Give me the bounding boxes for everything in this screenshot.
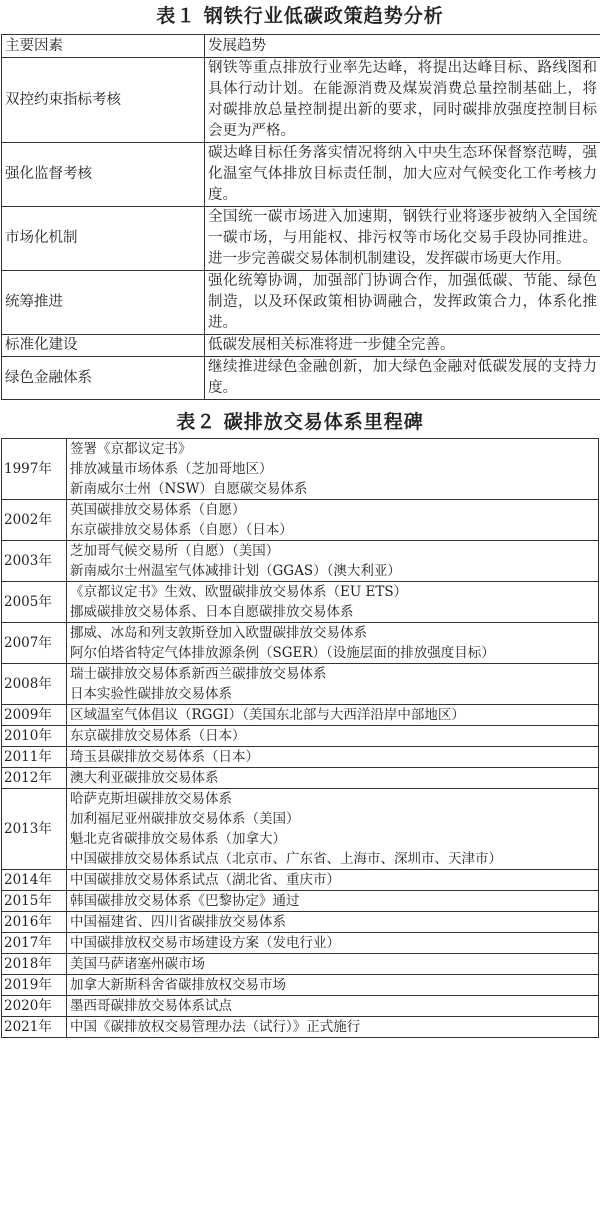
year-cell: 2017年	[2, 933, 67, 954]
event-line: 挪威、冰岛和列支敦斯登加入欧盟碳排放交易体系	[70, 625, 367, 641]
event-line: 加利福尼亚州碳排放交易体系（美国）	[70, 811, 300, 827]
year-cell: 2015年	[2, 891, 67, 912]
event-line: 区域温室气体倡议（RGGI）（美国东北部与大西洋沿岸中部地区）	[70, 707, 465, 723]
table1-title: 表１ 钢铁行业低碳政策趋势分析	[156, 5, 444, 27]
event-line: 英国碳排放交易体系（自愿）	[70, 502, 246, 518]
trend-cell: 低碳发展相关标准将进一步健全完善。	[205, 335, 600, 357]
year-cell: 1997年	[2, 439, 67, 500]
event-line: 新南威尔士州（NSW）自愿碳交易体系	[70, 481, 308, 497]
table-row	[2, 335, 600, 357]
year-cell: 2016年	[2, 912, 67, 933]
year-cell: 2014年	[2, 870, 67, 891]
events-cell	[67, 582, 599, 623]
event-line: 中国福建省、四川省碳排放交易体系	[70, 914, 286, 930]
event-line: 新南威尔士州温室气体减排计划（GGAS）（澳大利亚）	[70, 563, 401, 579]
events-cell	[67, 541, 599, 582]
year-cell: 2007年	[2, 623, 67, 664]
factor-cell: 统筹推进	[2, 271, 205, 335]
events-cell	[67, 912, 599, 933]
year-cell: 2002年	[2, 500, 67, 541]
events-cell	[67, 954, 599, 975]
policy-trend-table	[1, 34, 600, 400]
table-row	[2, 541, 599, 582]
table1-header-row	[2, 35, 600, 58]
events-cell	[67, 891, 599, 912]
event-line: 签署《京都议定书》	[70, 441, 192, 457]
year-cell: 2021年	[2, 1017, 67, 1038]
events-cell	[67, 747, 599, 768]
event-line: 澳大利亚碳排放交易体系	[70, 770, 219, 786]
table-row	[2, 933, 599, 954]
event-line: 加拿大新斯科舍省碳排放权交易市场	[70, 977, 286, 993]
event-line: 魁北克省碳排放交易体系（加拿大）	[70, 831, 286, 847]
year-cell: 2010年	[2, 726, 67, 747]
table-row	[2, 582, 599, 623]
table-row	[2, 143, 600, 207]
table-row	[2, 623, 599, 664]
events-cell	[67, 726, 599, 747]
table-row	[2, 58, 600, 143]
year-cell: 2019年	[2, 975, 67, 996]
table-row	[2, 705, 599, 726]
event-line: 中国碳排放交易体系试点（湖北省、重庆市）	[70, 872, 340, 888]
year-cell: 2013年	[2, 789, 67, 870]
table-row	[2, 789, 599, 870]
event-line: 中国碳排放交易体系试点（北京市、广东省、上海市、深圳市、天津市）	[70, 851, 502, 867]
event-line: 东京碳排放交易体系（自愿）（日本）	[70, 522, 293, 538]
events-cell	[67, 789, 599, 870]
table-row	[2, 500, 599, 541]
table-row	[2, 768, 599, 789]
event-line: 东京碳排放交易体系（日本）	[70, 728, 246, 744]
factor-cell: 标准化建设	[2, 335, 205, 357]
events-cell	[67, 975, 599, 996]
header-factor: 主要因素	[2, 35, 205, 58]
events-cell	[67, 1017, 599, 1038]
table1-body	[2, 58, 600, 400]
table-row	[2, 996, 599, 1017]
table2-body	[2, 439, 599, 1038]
header-trend: 发展趋势	[205, 35, 600, 58]
year-cell: 2018年	[2, 954, 67, 975]
year-cell: 2012年	[2, 768, 67, 789]
event-line: 日本实验性碳排放交易体系	[70, 686, 232, 702]
table-row	[2, 912, 599, 933]
event-line: 排放减量市场体系（芝加哥地区）	[70, 461, 273, 477]
event-line: 阿尔伯塔省特定气体排放源条例（SGER）（设施层面的排放强度目标）	[70, 645, 495, 661]
event-line: 哈萨克斯坦碳排放交易体系	[70, 791, 232, 807]
events-cell	[67, 439, 599, 500]
event-line: 瑞士碳排放交易体系新西兰碳排放交易体系	[70, 666, 327, 682]
events-cell	[67, 996, 599, 1017]
events-cell	[67, 768, 599, 789]
trend-cell: 钢铁等重点排放行业率先达峰，将提出达峰目标、路线图和具体行动计划。在能源消费及煤炭消费总量控制基础上，将对碳排放总量控制提出新的要求，同时碳排放强度控制目标会更为严格。	[205, 58, 600, 143]
year-cell: 2008年	[2, 664, 67, 705]
event-line: 韩国碳排放交易体系《巴黎协定》通过	[70, 893, 300, 909]
event-line: 《京都议定书》生效、欧盟碳排放交易体系（EU ETS）	[70, 584, 408, 600]
trend-cell: 碳达峰目标任务落实情况将纳入中央生态环保督察范畴，强化温室气体排放目标责任制，加大应对气候变化工作考核力度。	[205, 143, 600, 207]
table-row	[2, 726, 599, 747]
events-cell	[67, 933, 599, 954]
factor-cell: 强化监督考核	[2, 143, 205, 207]
table-row	[2, 747, 599, 768]
table-row	[2, 891, 599, 912]
events-cell	[67, 705, 599, 726]
table-row	[2, 439, 599, 500]
events-cell	[67, 623, 599, 664]
milestone-table	[1, 438, 599, 1038]
event-line: 芝加哥气候交易所（自愿）（美国）	[70, 543, 280, 559]
event-line: 美国马萨诸塞州碳市场	[70, 956, 205, 972]
trend-cell: 继续推进绿色金融创新，加大绿色金融对低碳发展的支持力度。	[205, 357, 600, 400]
trend-cell: 全国统一碳市场进入加速期，钢铁行业将逐步被纳入全国统一碳市场，与用能权、排污权等市场化交易手段协同推进。进一步完善碳交易体制机制建设，发挥碳市场更大作用。	[205, 207, 600, 271]
year-cell: 2020年	[2, 996, 67, 1017]
table-row	[2, 357, 600, 400]
events-cell	[67, 664, 599, 705]
year-cell: 2011年	[2, 747, 67, 768]
event-line: 中国碳排放权交易市场建设方案（发电行业）	[70, 935, 340, 951]
trend-cell: 强化统筹协调，加强部门协调合作，加强低碳、节能、绿色制造，以及环保政策相协调融合，发挥政策合力，体系化推进。	[205, 271, 600, 335]
events-cell	[67, 500, 599, 541]
table-row	[2, 207, 600, 271]
year-cell: 2003年	[2, 541, 67, 582]
table-row	[2, 954, 599, 975]
year-cell: 2005年	[2, 582, 67, 623]
table2-title: 表２ 碳排放交易体系里程碑	[176, 411, 424, 433]
event-line: 中国《碳排放权交易管理办法（试行）》正式施行	[70, 1019, 361, 1035]
events-cell	[67, 870, 599, 891]
factor-cell: 双控约束指标考核	[2, 58, 205, 143]
table-row	[2, 975, 599, 996]
year-cell: 2009年	[2, 705, 67, 726]
factor-cell: 市场化机制	[2, 207, 205, 271]
event-line: 墨西哥碳排放交易体系试点	[70, 998, 232, 1014]
event-line: 挪威碳排放交易体系、日本自愿碳排放交易体系	[70, 604, 354, 620]
table-row	[2, 271, 600, 335]
event-line: 琦玉县碳排放交易体系（日本）	[70, 749, 259, 765]
table-row	[2, 664, 599, 705]
factor-cell: 绿色金融体系	[2, 357, 205, 400]
table-row	[2, 870, 599, 891]
table-row	[2, 1017, 599, 1038]
